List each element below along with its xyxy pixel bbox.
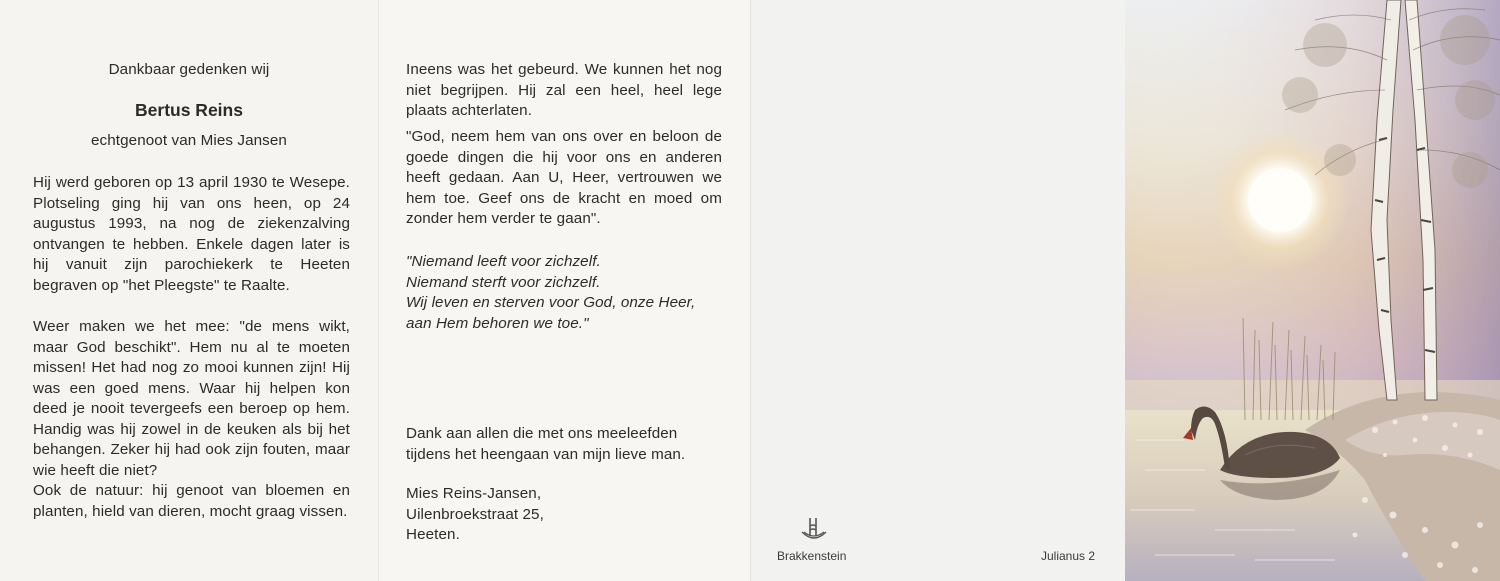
design-name: Julianus 2 <box>1041 549 1096 563</box>
verse-block <box>406 252 736 334</box>
verse-line: Niemand sterft voor zichzelf. <box>406 273 601 291</box>
verse-line: aan Hem behoren we toe." <box>406 314 589 332</box>
sudden-loss-paragraph: Ineens was het gebeurd. We kunnen het nog niet begrijpen. Hij zal een heel, heel lege plaats achterlaten. <box>406 61 722 119</box>
signature-block <box>406 484 722 546</box>
spouse-line: echtgenoot van Mies Jansen <box>91 132 287 149</box>
signature-street: Uilenbroekstraat 25, <box>406 505 544 523</box>
left-panel <box>0 0 378 581</box>
reflection-block <box>33 317 350 522</box>
deceased-name: Bertus Reins <box>135 100 243 120</box>
verse-line: Wij leven en sterven voor God, onze Heer, <box>406 294 696 311</box>
back-panel <box>750 0 1125 581</box>
nature-paragraph: Ook de natuur: hij genoot van bloemen en planten, hield van dieren, mocht graag vissen. <box>33 482 350 520</box>
publisher-name: Brakkenstein <box>777 549 847 563</box>
prayer-paragraph: "God, neem hem van ons over en beloon de goede dingen die hij voor ons en anderen heeft gedaan. Aan U, Heer, vertrouwen we hem toe. Geef ons de kracht en moed om zonder hem verder te gaan". <box>406 128 722 227</box>
publisher-logo-icon <box>798 514 830 546</box>
signature-town: Heeten. <box>406 526 460 543</box>
intro-line: Dankbaar gedenken wij <box>108 61 270 78</box>
signature-name: Mies Reins-Jansen, <box>406 485 542 502</box>
middle-panel <box>378 0 750 581</box>
reflection-paragraph: Weer maken we het mee: "de mens wikt, maar God beschikt". Hem nu al te moeten missen! Het had nog zo mooi kunnen zijn! Hij was een goed mens. Waar hij helpen kon deed je nooit tevergeefs een beroep op hem. Handig was hij zowel in de keuken als bij het behangen. Zeker hij had ook zijn fouten, maar wie heeft die niet? <box>33 318 350 479</box>
swan-lake-illustration <box>1125 0 1500 581</box>
verse-line: "Niemand leeft voor zichzelf. <box>406 253 601 270</box>
biography-paragraph: Hij werd geboren op 13 april 1930 te Wesepe. Plotseling ging hij van ons heen, op 24 augustus 1993, na nog de ziekenzalving ontvangen te hebben. Enkele dagen later is hij vanuit zijn parochiekerk te Heeten begraven op "het Pleegste" te Raalte. <box>33 174 350 294</box>
artwork-panel <box>1125 0 1500 581</box>
thanks-paragraph: Dank aan allen die met ons meeleefden tijdens het heengaan van mijn lieve man. <box>406 425 686 463</box>
